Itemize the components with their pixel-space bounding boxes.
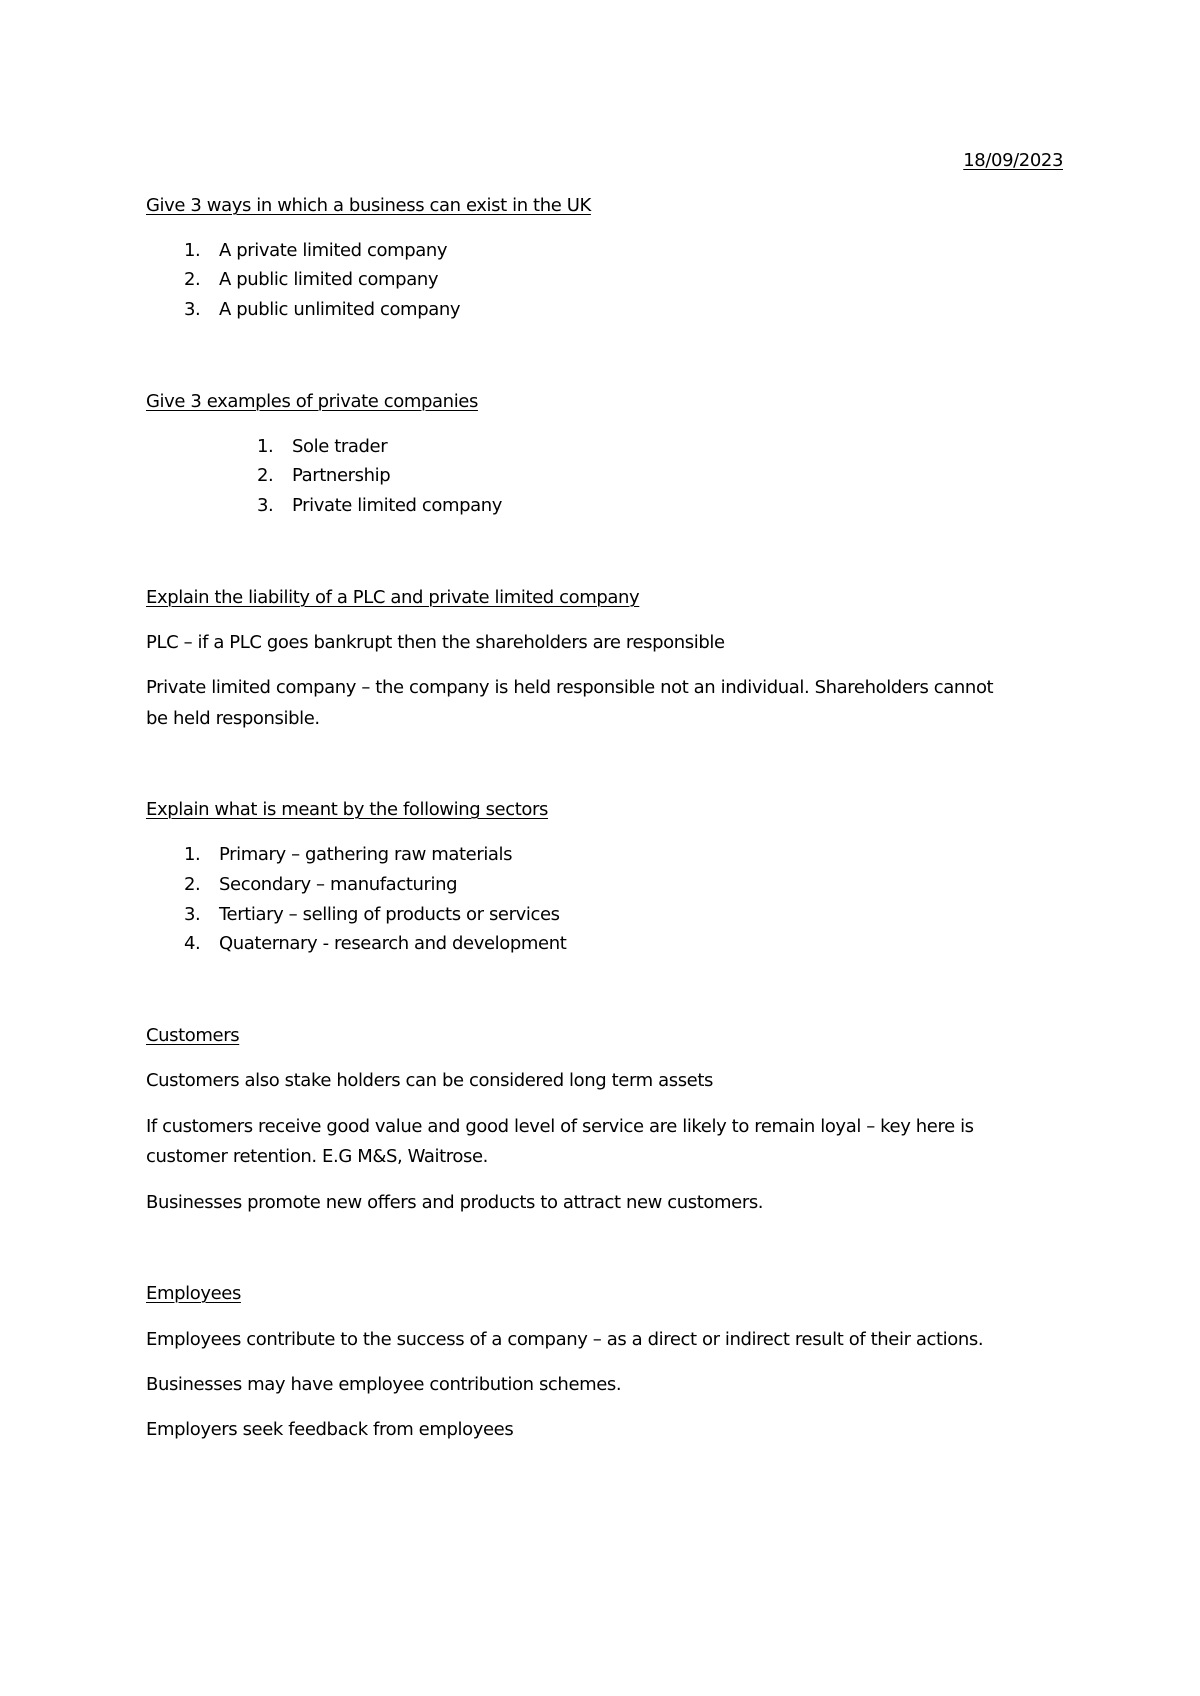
paragraph-customers-promotion: Businesses promote new offers and products to attract new customers.: [146, 1192, 764, 1213]
list-item: A public limited company: [219, 269, 439, 290]
paragraph-employees-schemes: Businesses may have employee contribution schemes.: [146, 1374, 622, 1395]
list-item: Quaternary - research and development: [219, 933, 567, 954]
section-heading-employees: Employees: [146, 1283, 241, 1304]
list-number: 3.: [184, 904, 201, 925]
list-item: Sole trader: [292, 436, 388, 457]
paragraph-plc-liability: PLC – if a PLC goes bankrupt then the shareholders are responsible: [146, 632, 725, 653]
section-heading-private-companies: Give 3 examples of private companies: [146, 391, 478, 412]
list-number: 2.: [184, 269, 201, 290]
list-number: 1.: [257, 436, 274, 457]
list-item: A public unlimited company: [219, 299, 461, 320]
paragraph-private-liability-line2: be held responsible.: [146, 708, 320, 729]
list-item: Secondary – manufacturing: [219, 874, 458, 895]
list-number: 1.: [184, 844, 201, 865]
section-heading-liability: Explain the liability of a PLC and private limited company: [146, 587, 640, 608]
paragraph-customers-loyalty-line1: If customers receive good value and good level of service are likely to remain loyal – key here is: [146, 1116, 974, 1137]
list-number: 2.: [184, 874, 201, 895]
section-heading-sectors: Explain what is meant by the following sectors: [146, 799, 548, 820]
document-date: 18/09/2023: [963, 150, 1063, 171]
paragraph-employees-contribution: Employees contribute to the success of a company – as a direct or indirect result of their actions.: [146, 1329, 984, 1350]
paragraph-private-liability-line1: Private limited company – the company is held responsible not an individual. Shareholders cannot: [146, 677, 994, 698]
list-item: A private limited company: [219, 240, 448, 261]
section-heading-customers: Customers: [146, 1025, 240, 1046]
paragraph-customers-assets: Customers also stake holders can be considered long term assets: [146, 1070, 713, 1091]
paragraph-customers-loyalty-line2: customer retention. E.G M&S, Waitrose.: [146, 1146, 488, 1167]
list-number: 3.: [257, 495, 274, 516]
list-number: 3.: [184, 299, 201, 320]
paragraph-employees-feedback: Employers seek feedback from employees: [146, 1419, 514, 1440]
list-item: Private limited company: [292, 495, 503, 516]
list-number: 4.: [184, 933, 201, 954]
list-item: Partnership: [292, 465, 391, 486]
list-number: 1.: [184, 240, 201, 261]
section-heading-business-types: Give 3 ways in which a business can exist in the UK: [146, 195, 591, 216]
list-number: 2.: [257, 465, 274, 486]
list-item: Tertiary – selling of products or services: [219, 904, 560, 925]
list-item: Primary – gathering raw materials: [219, 844, 513, 865]
